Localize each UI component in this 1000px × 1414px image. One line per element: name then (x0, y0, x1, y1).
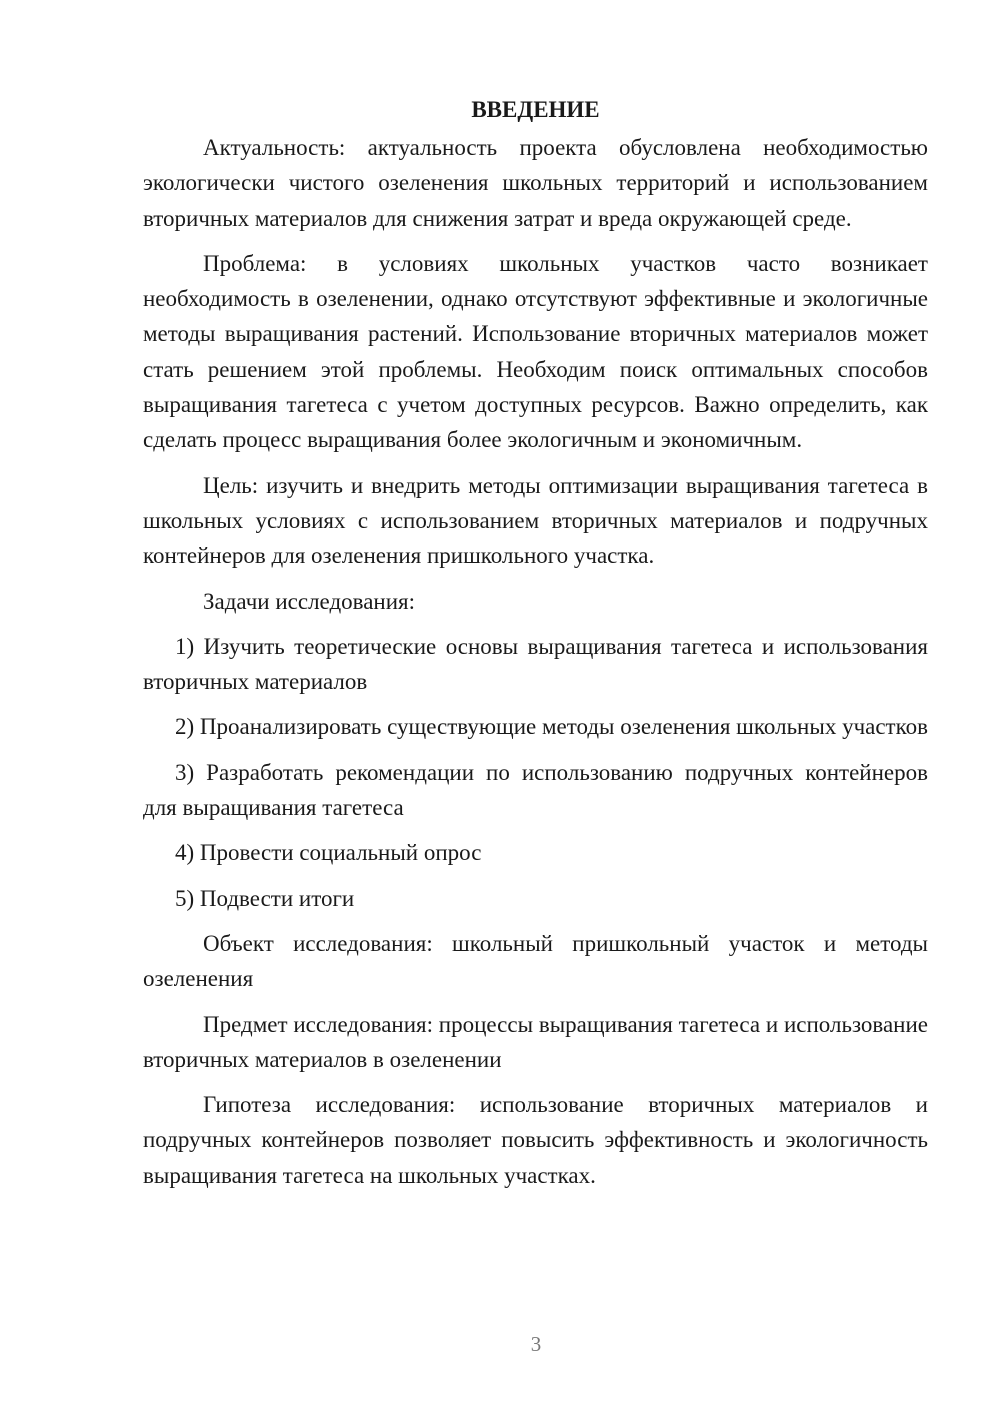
document-page (143, 92, 928, 1203)
subject-paragraph: Предмет исследования: процессы выращивания тагетеса и использование вторичных материалов в озеленении (143, 1011, 928, 1072)
hypothesis-paragraph: Гипотеза исследования: использование вторичных материалов и подручных контейнеров позволяет повысить эффективность и экологичность выращивания тагетеса на школьных участках. (143, 1092, 928, 1188)
object-paragraph: Объект исследования: школьный пришкольный участок и методы озеленения (143, 930, 928, 992)
task-item-5: 5) Подвести итоги (175, 885, 355, 911)
section-title: ВВЕДЕНИЕ (471, 97, 600, 122)
problem-paragraph: Проблема: в условиях школьных участков часто возникает необходимость в озеленении, однако отсутствуют эффективные и экологичные методы выращивания растений. Использование вторичных материалов может стать решением этой проблемы. Необходим поиск оптимальных способов выращивания тагетеса с учетом доступных ресурсов. Важно определить, как сделать процесс выращивания более экологичным и экономичным. (143, 250, 928, 453)
goal-paragraph: Цель: изучить и внедрить методы оптимизации выращивания тагетеса в школьных условиях с использованием вторичных материалов и подручных контейнеров для озеленения пришкольного участка. (143, 472, 928, 569)
task-item-2: 2) Проанализировать существующие методы озеленения школьных участков (175, 714, 928, 740)
page-number: 3 (530, 1332, 542, 1356)
task-item-4: 4) Провести социальный опрос (175, 840, 482, 866)
task-item-3: 3) Разработать рекомендации по использованию подручных контейнеров для выращивания тагетеса (143, 759, 928, 821)
relevance-paragraph: Актуальность: актуальность проекта обусловлена необходимостью экологически чистого озеленения школьных территорий и использованием вторичных материалов для снижения затрат и вреда окружающей среде. (143, 135, 928, 231)
task-item-1: 1) Изучить теоретические основы выращивания тагетеса и использования вторичных материалов (143, 633, 928, 695)
tasks-heading: Задачи исследования: (203, 588, 416, 614)
